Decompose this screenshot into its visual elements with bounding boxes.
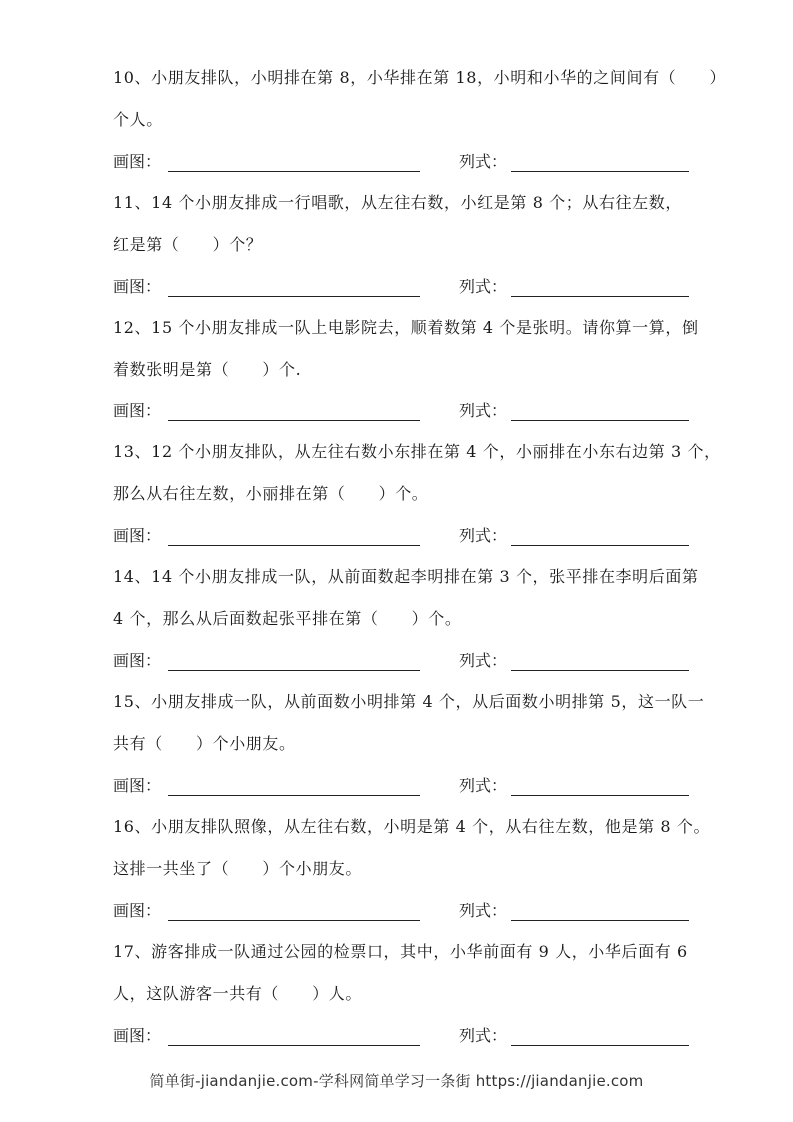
answer-row-15 bbox=[113, 776, 713, 800]
question-text-line: 13、12 个小朋友排队，从左往右数小东排在第 4 个，小丽排在小东右边第 3 个， bbox=[113, 442, 721, 461]
formula-label: 列式： bbox=[459, 401, 508, 420]
question-13 bbox=[113, 442, 763, 504]
formula-label: 列式： bbox=[459, 1026, 508, 1045]
question-text-line: 4 个，那么从后面数起张平排在第（ ）个。 bbox=[113, 609, 462, 628]
formula-answer-blank[interactable] bbox=[511, 296, 689, 297]
answer-row-14 bbox=[113, 651, 713, 675]
draw-answer-blank[interactable] bbox=[168, 670, 420, 671]
draw-answer-blank[interactable] bbox=[168, 795, 420, 796]
question-text-line: 14、14 个小朋友排成一队，从前面数起李明排在第 3 个，张平排在李明后面第 bbox=[113, 567, 699, 586]
answer-row-16 bbox=[113, 901, 713, 925]
answer-row-10 bbox=[113, 152, 713, 176]
draw-answer-blank[interactable] bbox=[168, 920, 420, 921]
draw-label: 画图： bbox=[113, 776, 162, 795]
question-text-line: 着数张明是第（ ）个. bbox=[113, 360, 302, 379]
draw-label: 画图： bbox=[113, 277, 162, 296]
draw-answer-blank[interactable] bbox=[168, 545, 420, 546]
question-text-line: 人，这队游客一共有（ ）人。 bbox=[113, 984, 363, 1003]
draw-label: 画图： bbox=[113, 152, 162, 171]
question-14 bbox=[113, 567, 763, 629]
formula-label: 列式： bbox=[459, 152, 508, 171]
question-text-line: 那么从右往左数，小丽排在第（ ）个。 bbox=[113, 484, 429, 503]
formula-answer-blank[interactable] bbox=[511, 420, 689, 421]
formula-label: 列式： bbox=[459, 526, 508, 545]
question-text-line: 个人。 bbox=[113, 110, 163, 129]
question-11 bbox=[113, 193, 763, 255]
formula-answer-blank[interactable] bbox=[511, 545, 689, 546]
answer-row-13 bbox=[113, 526, 713, 550]
formula-label: 列式： bbox=[459, 901, 508, 920]
draw-answer-blank[interactable] bbox=[168, 171, 420, 172]
question-16 bbox=[113, 817, 763, 879]
answer-row-11 bbox=[113, 277, 713, 301]
question-10 bbox=[113, 68, 763, 130]
question-text-line: 这排一共坐了（ ）个小朋友。 bbox=[113, 859, 363, 878]
footer-source-text: 简单街-jiandanjie.com-学科网简单学习一条街 https://jiandanjie.com bbox=[149, 1072, 644, 1090]
question-text-line: 12、15 个小朋友排成一队上电影院去，顺着数第 4 个是张明。请你算一算，倒 bbox=[113, 318, 699, 337]
draw-answer-blank[interactable] bbox=[168, 296, 420, 297]
question-text-line: 10、小朋友排队，小明排在第 8，小华排在第 18，小明和小华的之间间有（ ） bbox=[113, 68, 727, 87]
formula-answer-blank[interactable] bbox=[511, 795, 689, 796]
draw-label: 画图： bbox=[113, 1026, 162, 1045]
question-15 bbox=[113, 692, 763, 754]
question-text-line: 共有（ ）个小朋友。 bbox=[113, 734, 296, 753]
question-text-line: 11、14 个小朋友排成一行唱歌，从左往右数，小红是第 8 个；从右往左数， bbox=[113, 193, 682, 212]
formula-answer-blank[interactable] bbox=[511, 670, 689, 671]
formula-label: 列式： bbox=[459, 651, 508, 670]
formula-label: 列式： bbox=[459, 277, 508, 296]
draw-label: 画图： bbox=[113, 401, 162, 420]
draw-label: 画图： bbox=[113, 526, 162, 545]
draw-label: 画图： bbox=[113, 901, 162, 920]
formula-label: 列式： bbox=[459, 776, 508, 795]
question-text-line: 红是第（ ）个？ bbox=[113, 235, 263, 254]
question-text-line: 16、小朋友排队照像，从左往右数，小明是第 4 个，从右往左数，他是第 8 个。 bbox=[113, 817, 711, 836]
question-17 bbox=[113, 942, 763, 1004]
answer-row-12 bbox=[113, 401, 713, 425]
question-12 bbox=[113, 318, 763, 380]
draw-answer-blank[interactable] bbox=[168, 420, 420, 421]
question-text-line: 15、小朋友排成一队，从前面数小明排第 4 个，从后面数小明排第 5，这一队一 bbox=[113, 692, 705, 711]
formula-answer-blank[interactable] bbox=[511, 920, 689, 921]
formula-answer-blank[interactable] bbox=[511, 171, 689, 172]
formula-answer-blank[interactable] bbox=[511, 1045, 689, 1046]
draw-label: 画图： bbox=[113, 651, 162, 670]
question-text-line: 17、游客排成一队通过公园的检票口，其中，小华前面有 9 人，小华后面有 6 bbox=[113, 942, 688, 961]
answer-row-17 bbox=[113, 1026, 713, 1050]
draw-answer-blank[interactable] bbox=[168, 1045, 420, 1046]
